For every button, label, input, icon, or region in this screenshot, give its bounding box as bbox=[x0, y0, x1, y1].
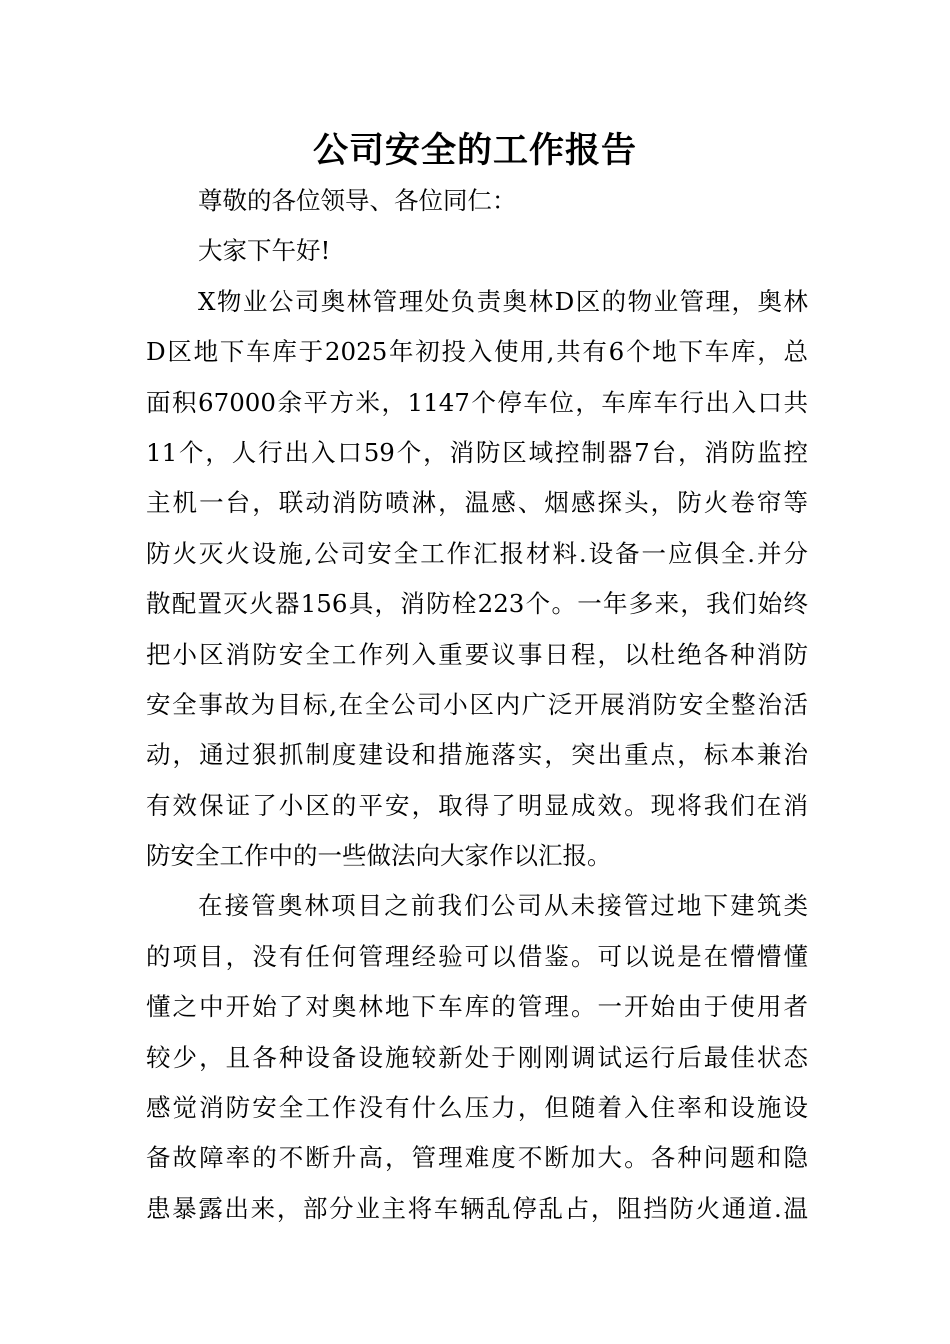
paragraph-line: 备故障率的不断升高，管理难度不断加大。各种问题和隐 bbox=[146, 1143, 808, 1173]
paragraph-1 bbox=[146, 277, 808, 882]
paragraph-line: 把小区消防安全工作列入重要议事日程，以杜绝各种消防 bbox=[146, 639, 808, 669]
paragraph-line: D区地下车库于2025年初投入使用,共有6个地下车库，总 bbox=[146, 337, 808, 367]
paragraph-line: 懂之中开始了对奥林地下车库的管理。一开始由于使用者 bbox=[146, 992, 808, 1022]
paragraph-line: X物业公司奥林管理处负责奥林D区的物业管理，奥林 bbox=[198, 286, 808, 316]
paragraph-line: 安全事故为目标,在全公司小区内广泛开展消防安全整治活 bbox=[146, 689, 808, 719]
salutation-line: 尊敬的各位领导、各位同仁： bbox=[198, 186, 517, 215]
paragraph-line: 防火灭火设施,公司安全工作汇报材料.设备一应俱全.并分 bbox=[146, 538, 808, 568]
paragraph-line: 主机一台，联动消防喷淋，温感、烟感探头，防火卷帘等 bbox=[146, 488, 808, 518]
paragraph-line: 有效保证了小区的平安，取得了明显成效。现将我们在消 bbox=[146, 790, 808, 820]
paragraph-line: 面积67000余平方米，1147个停车位，车库车行出入口共 bbox=[146, 387, 808, 417]
paragraph-line: 较少，且各种设备设施较新处于刚刚调试运行后最佳状态 bbox=[146, 1042, 808, 1072]
document-title: 公司安全的工作报告 bbox=[312, 130, 637, 171]
greeting-line: 大家下午好! bbox=[198, 236, 331, 266]
paragraph-line: 患暴露出来，部分业主将车辆乱停乱占，阻挡防火通道.温 bbox=[146, 1193, 808, 1223]
paragraph-line: 防安全工作中的一些做法向大家作以汇报。 bbox=[146, 841, 612, 871]
paragraph-line: 的项目，没有任何管理经验可以借鉴。可以说是在懵懵懂 bbox=[146, 941, 808, 971]
document-body bbox=[146, 176, 808, 1234]
paragraph-2 bbox=[146, 881, 808, 1234]
paragraph-line: 感觉消防安全工作没有什么压力，但随着入住率和设施设 bbox=[146, 1093, 808, 1123]
paragraph-line: 在接管奥林项目之前我们公司从未接管过地下建筑类 bbox=[198, 891, 808, 921]
paragraph-line: 11个，人行出入口59个，消防区域控制器7台，消防监控 bbox=[146, 437, 808, 467]
paragraph-line: 动，通过狠抓制度建设和措施落实，突出重点，标本兼治 bbox=[146, 740, 808, 770]
paragraph-line: 散配置灭火器156具，消防栓223个。一年多来，我们始终 bbox=[146, 589, 808, 619]
